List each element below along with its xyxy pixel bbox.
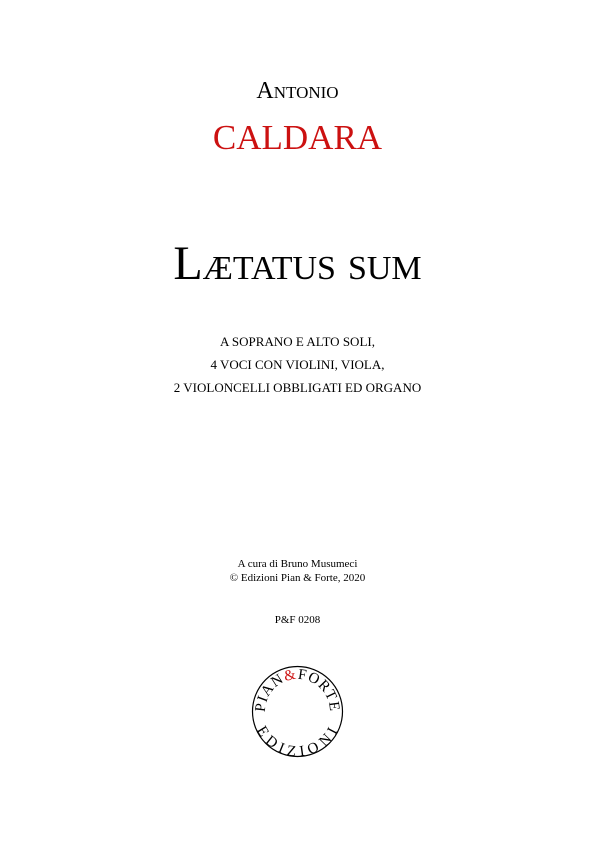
logo-ampersand: & [282,666,299,685]
scoring-line: 2 VIOLONCELLI OBBLIGATI ED ORGANO [173,380,422,395]
work-title: Lætatus sum [173,237,422,290]
credits-block [0,557,595,585]
scoring-line: A SOPRANO E ALTO SOLI, [220,334,375,349]
publisher-logo [251,665,344,758]
scoring-block [0,330,595,399]
logo-text-forte: FORTE [296,666,343,713]
logo-text-bottom: EDIZIONI [253,723,342,758]
catalog-number: P&F 0208 [274,614,321,626]
publisher-seal-icon [251,665,344,758]
composer-first-name: Antonio [256,78,339,104]
svg-text:EDIZIONI [253,723,341,758]
svg-text:PIAN&FORTE [253,667,343,713]
copyright-notice: © Edizioni Pian & Forte, 2020 [229,572,366,584]
editor-credit: A cura di Bruno Musumeci [237,558,358,570]
logo-text-pian: PIAN [252,670,288,713]
composer-last-name: CALDARA [212,118,383,157]
scoring-line: 4 VOCI CON VIOLINI, VIOLA, [210,357,385,372]
